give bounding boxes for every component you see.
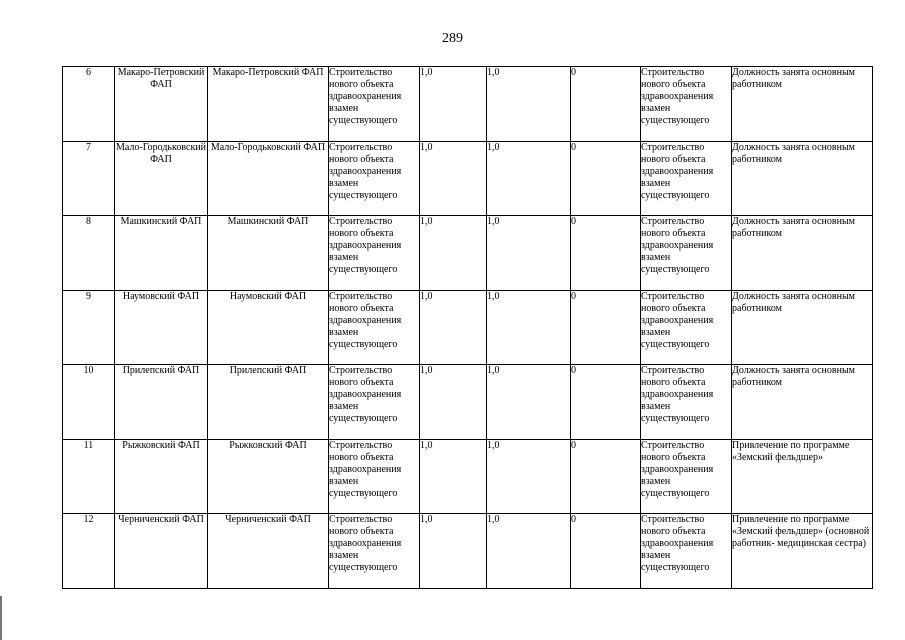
row-number-cell: 12 [63,514,115,589]
staffing-cell: Должность занята основным работником [732,365,873,440]
table-row [63,290,873,365]
row-number-cell: 11 [63,439,115,514]
row-number-cell: 10 [63,365,115,440]
value-3-cell: 0 [571,216,641,291]
value-3-cell: 0 [571,67,641,142]
work-type-cell: Строительство нового объекта здравоохранения взамен существующего [329,67,420,142]
object-name-cell: Мало-Городьковский ФАП [208,141,329,216]
facility-name-cell: Наумовский ФАП [115,290,208,365]
value-1-cell: 1,0 [420,439,487,514]
result-cell: Строительство нового объекта здравоохранения взамен существующего [641,216,732,291]
object-name-cell: Прилепский ФАП [208,365,329,440]
work-type-cell: Строительство нового объекта здравоохранения взамен существующего [329,290,420,365]
value-1-cell: 1,0 [420,365,487,440]
value-2-cell: 1,0 [487,514,571,589]
work-type-cell: Строительство нового объекта здравоохранения взамен существующего [329,514,420,589]
facility-name-cell: Черниченский ФАП [115,514,208,589]
object-name-cell: Рыжковский ФАП [208,439,329,514]
table-row [63,216,873,291]
staffing-cell: Привлечение по программе «Земский фельдшер» [732,439,873,514]
value-1-cell: 1,0 [420,141,487,216]
result-cell: Строительство нового объекта здравоохранения взамен существующего [641,365,732,440]
value-1-cell: 1,0 [420,514,487,589]
value-2-cell: 1,0 [487,67,571,142]
work-type-cell: Строительство нового объекта здравоохранения взамен существующего [329,439,420,514]
facility-name-cell: Прилепский ФАП [115,365,208,440]
table-row [63,514,873,589]
object-name-cell: Наумовский ФАП [208,290,329,365]
scan-edge-mark [0,596,2,640]
table-row [63,365,873,440]
facility-name-cell: Мало-Городьковский ФАП [115,141,208,216]
staffing-cell: Привлечение по программе «Земский фельдшер» (основной работник- медицинская сестра) [732,514,873,589]
value-2-cell: 1,0 [487,365,571,440]
facilities-table [62,66,873,589]
table-row [63,141,873,216]
value-3-cell: 0 [571,439,641,514]
value-2-cell: 1,0 [487,290,571,365]
result-cell: Строительство нового объекта здравоохранения взамен существующего [641,141,732,216]
row-number-cell: 8 [63,216,115,291]
table-row [63,439,873,514]
facility-name-cell: Макаро-Петровский ФАП [115,67,208,142]
work-type-cell: Строительство нового объекта здравоохранения взамен существующего [329,365,420,440]
value-2-cell: 1,0 [487,141,571,216]
page-number: 289 [442,31,463,46]
row-number-cell: 6 [63,67,115,142]
staffing-cell: Должность занята основным работником [732,141,873,216]
result-cell: Строительство нового объекта здравоохранения взамен существующего [641,514,732,589]
value-1-cell: 1,0 [420,67,487,142]
value-1-cell: 1,0 [420,290,487,365]
work-type-cell: Строительство нового объекта здравоохранения взамен существующего [329,141,420,216]
staffing-cell: Должность занята основным работником [732,290,873,365]
result-cell: Строительство нового объекта здравоохранения взамен существующего [641,439,732,514]
value-2-cell: 1,0 [487,216,571,291]
object-name-cell: Машкинский ФАП [208,216,329,291]
facility-name-cell: Машкинский ФАП [115,216,208,291]
result-cell: Строительство нового объекта здравоохранения взамен существующего [641,290,732,365]
value-3-cell: 0 [571,290,641,365]
value-2-cell: 1,0 [487,439,571,514]
result-cell: Строительство нового объекта здравоохранения взамен существующего [641,67,732,142]
staffing-cell: Должность занята основным работником [732,216,873,291]
table-row [63,67,873,142]
value-3-cell: 0 [571,514,641,589]
row-number-cell: 9 [63,290,115,365]
value-1-cell: 1,0 [420,216,487,291]
facility-name-cell: Рыжковский ФАП [115,439,208,514]
work-type-cell: Строительство нового объекта здравоохранения взамен существующего [329,216,420,291]
staffing-cell: Должность занята основным работником [732,67,873,142]
value-3-cell: 0 [571,365,641,440]
value-3-cell: 0 [571,141,641,216]
object-name-cell: Черниченский ФАП [208,514,329,589]
row-number-cell: 7 [63,141,115,216]
object-name-cell: Макаро-Петровский ФАП [208,67,329,142]
